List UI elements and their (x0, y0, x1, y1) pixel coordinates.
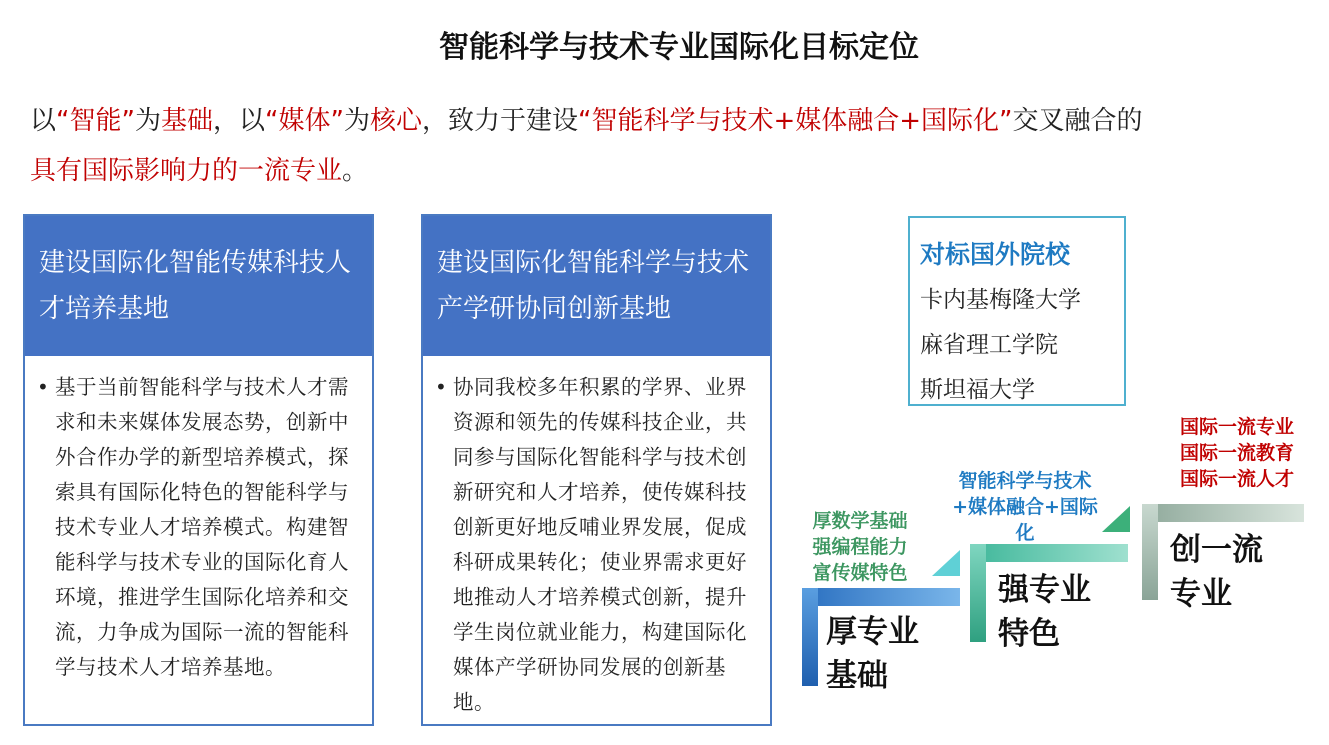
step2-label (998, 568, 1118, 656)
step3-tags (1162, 414, 1312, 492)
step-diagram (790, 410, 1320, 700)
intro-text: ，以 (213, 106, 266, 136)
step2-label-line: 强专业 (998, 572, 1091, 608)
step2-label-line: 特色 (998, 616, 1060, 652)
card-heading: 建设国际化智能传媒科技人才培养基地 (25, 216, 372, 356)
card-heading: 建设国际化智能科学与技术产学研协同创新基地 (423, 216, 770, 356)
intro-highlight: 具有国际影响力的一流专业 (30, 156, 343, 186)
step1-label-line: 厚专业 (826, 614, 919, 650)
step1-accent (932, 550, 960, 576)
step1-tags (798, 508, 922, 586)
intro-text: 交叉融合的 (1012, 106, 1143, 136)
innovation-base-card (421, 214, 772, 726)
bullet-icon: • (435, 375, 448, 399)
benchmark-item: 卡内基梅隆大学 (920, 287, 1081, 313)
step3-tag: 国际一流人才 (1179, 468, 1294, 490)
card-body (25, 356, 372, 685)
bullet-icon: • (37, 375, 50, 399)
step1-tag: 富传媒特色 (812, 562, 908, 584)
step3-tag: 国际一流专业 (1179, 416, 1294, 438)
intro-text: 为 (134, 106, 161, 136)
step2-tags (940, 468, 1110, 546)
card-text: 基于当前智能科学与技术人才需求和未来媒体发展态势，创新中外合作办学的新型培养模式，探索具有国际化特色的智能科学与技术专业人才培养模式。构建智能科学与技术专业的国际化育人环境，推进学生国际化培养和交流，力争成为国际一流的智能科学与技术人才培养基地。 (55, 375, 349, 679)
card-text: 协同我校多年积累的学界、业界资源和领先的传媒科技企业，共同参与国际化智能科学与技术创新研究和人才培养，使传媒科技创新更好地反哺业界发展，促成科研成果转化；使业界需求更好地推动人才培养模式创新，提升学生岗位就业能力，构建国际化媒体产学研协同发展的创新基地。 (453, 375, 747, 714)
step2-tag: 化 (1015, 522, 1035, 544)
step1-top (802, 588, 960, 606)
step1-label-line: 基础 (826, 658, 888, 694)
intro-paragraph (30, 96, 1320, 196)
step3-label (1170, 528, 1290, 616)
intro-highlight: 核心 (369, 106, 422, 136)
step2-tag: 智能科学与技术 (958, 470, 1092, 492)
card-body (423, 356, 770, 720)
step1-tag: 强编程能力 (812, 536, 908, 558)
step3-side (1142, 504, 1158, 600)
step3-tag: 国际一流教育 (1179, 442, 1294, 464)
benchmark-item: 斯坦福大学 (920, 377, 1035, 403)
benchmark-box (908, 216, 1126, 406)
step1-side (802, 588, 818, 686)
intro-text: ，致力于建设 (422, 106, 579, 136)
intro-highlight: “媒体” (265, 106, 344, 136)
step3-label-line: 创一流 (1170, 532, 1263, 568)
intro-highlight: 基础 (160, 106, 213, 136)
intro-highlight: “智能” (56, 106, 135, 136)
step3-top (1142, 504, 1304, 522)
step2-top (970, 544, 1128, 562)
benchmark-heading: 对标国外院校 (920, 240, 1071, 269)
step3-label-line: 专业 (1170, 576, 1232, 612)
intro-highlight: “智能科学与技术+媒体融合+国际化” (578, 106, 1013, 136)
intro-text: 以 (30, 106, 57, 136)
step1-label (826, 610, 946, 698)
step2-side (970, 544, 986, 642)
intro-text: 。 (342, 156, 369, 186)
step1-tag: 厚数学基础 (812, 510, 908, 532)
benchmark-item: 麻省理工学院 (920, 332, 1058, 358)
intro-text: 为 (343, 106, 370, 136)
step2-tag: +媒体融合+国际 (952, 496, 1098, 518)
talent-base-card (23, 214, 374, 726)
page-title: 智能科学与技术专业国际化目标定位 (439, 30, 919, 65)
